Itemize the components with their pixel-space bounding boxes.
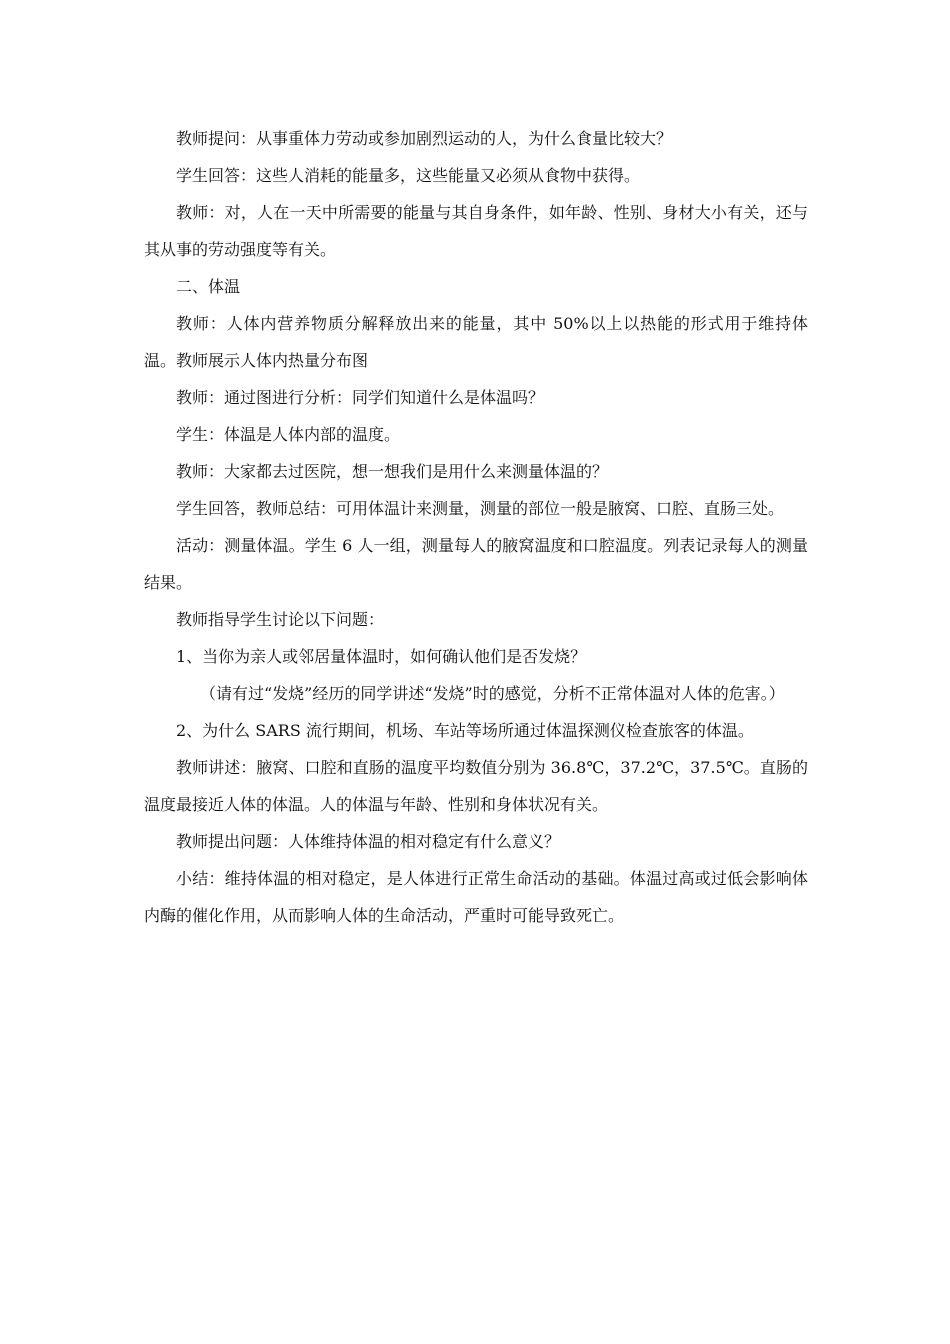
list-item-question-1: 1、当你为亲人或邻居量体温时，如何确认他们是否发烧？: [176, 647, 587, 666]
paragraph-temperature-values: 教师讲述：腋窝、口腔和直肠的温度平均数值分别为 36.8℃，37.2℃，37.5℃。直肠的温度最接近人体的体温。人的体温与年龄、性别和身体状况有关。: [144, 758, 808, 814]
paragraph-teacher-measure-question: 教师：大家都去过医院，想一想我们是用什么来测量体温的？: [176, 462, 609, 481]
paragraph-teacher-energy: 教师：对，人在一天中所需要的能量与其自身条件，如年龄、性别、身材大小有关，还与其从事的劳动强度等有关。: [144, 203, 808, 259]
paragraph-teacher-analysis: 教师：通过图进行分析：同学们知道什么是体温吗？: [176, 388, 545, 407]
paragraph-conclusion: 小结：维持体温的相对稳定，是人体进行正常生命活动的基础。体温过高或过低会影响体内酶的催化作用，从而影响人体的生命活动，严重时可能导致死亡。: [144, 869, 808, 925]
paragraph-discussion-intro: 教师指导学生讨论以下问题：: [176, 610, 385, 629]
list-item-question-2: 2、为什么 SARS 流行期间，机场、车站等场所通过体温探测仪检查旅客的体温。: [176, 721, 754, 740]
paragraph-teacher-heat: 教师：人体内营养物质分解释放出来的能量，其中 50%以上以热能的形式用于维持体温。教师展示人体内热量分布图: [144, 314, 808, 370]
paragraph-teacher-summary: 学生回答，教师总结：可用体温计来测量，测量的部位一般是腋窝、口腔、直肠三处。: [176, 499, 785, 518]
paragraph-teacher-question: 教师提问：从事重体力劳动或参加剧烈运动的人，为什么食量比较大？: [176, 129, 673, 148]
paragraph-student-definition: 学生：体温是人体内部的温度。: [176, 425, 401, 444]
paragraph-activity: 活动：测量体温。学生 6 人一组，测量每人的腋窝温度和口腔温度。列表记录每人的测量结果。: [144, 536, 808, 592]
section-heading-body-temperature: 二、体温: [176, 277, 241, 296]
document-body: [144, 120, 808, 934]
paragraph-fever-note: （请有过“发烧”经历的同学讲述“发烧”时的感觉，分析不正常体温对人体的危害。）: [200, 684, 785, 703]
paragraph-significance-question: 教师提出问题：人体维持体温的相对稳定有什么意义？: [176, 832, 561, 851]
paragraph-student-answer: 学生回答：这些人消耗的能量多，这些能量又必须从食物中获得。: [176, 166, 641, 185]
